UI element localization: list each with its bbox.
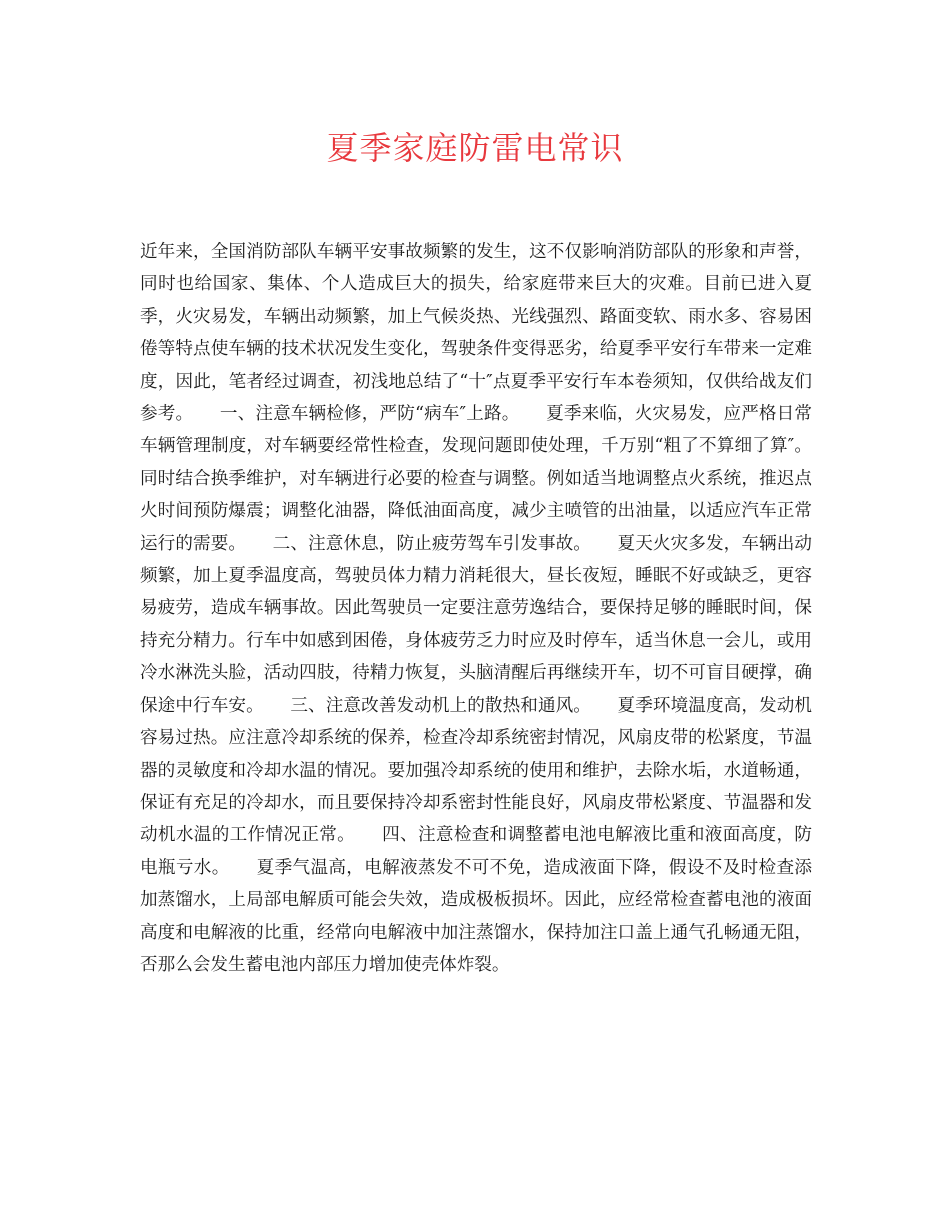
document-title: 夏季家庭防雷电常识: [326, 129, 624, 167]
document-body: 近年来，全国消防部队车辆平安事故频繁的发生，这不仅影响消防部队的形象和声誉，同时也给国家、集体、个人造成巨大的损失，给家庭带来巨大的灾难。目前已进入夏季，火灾易发，车辆出动频繁，加上气候炎热、光线强烈、路面变软、雨水多、容易困倦等特点使车辆的技术状况发生变化，驾驶条件变得恶劣，给夏季平安行车带来一定难度，因此，笔者经过调查，初浅地总结了“十″点夏季平安行车本卷须知，仅供给战友们参考。 一、注意车辆检修，严防“病车″上路。 夏季来临，火灾易发，应严格日常车辆管理制度，对车辆要经常性检查，发现问题即使处理，千万别“粗了不算细了算″。同时结合换季维护，对车辆进行必要的检查与调整。例如适当地调整点火系统，推迟点火时间预防爆震；调整化油器，降低油面高度，减少主喷管的出油量，以适应汽车正常运行的需要。 二、注意休息，防止疲劳驾车引发事故。 夏天火灾多发，车辆出动频繁，加上夏季温度高，驾驶员体力精力消耗很大，昼长夜短，睡眠不好或缺乏，更容易疲劳，造成车辆事故。因此驾驶员一定要注意劳逸结合，要保持足够的睡眠时间，保持充分精力。行车中如感到困倦，身体疲劳乏力时应及时停车，适当休息一会儿，或用冷水淋洗头脸，活动四肢，待精力恢复，头脑清醒后再继续开车，切不可盲目硬撑，确保途中行车安。 三、注意改善发动机上的散热和通风。 夏季环境温度高，发动机容易过热。应注意冷却系统的保养，检查冷却系统密封情况，风扇皮带的松紧度，节温器的灵敏度和冷却水温的情况。要加强冷却系统的使用和维护，去除水垢，水道畅通，保证有充足的冷却水，而且要保持冷却系密封性能良好，风扇皮带松紧度、节温器和发动机水温的工作情况正常。 四、注意检查和调整蓄电池电解液比重和液面高度，防电瓶亏水。 夏季气温高，电解液蒸发不可不免，造成液面下降，假设不及时检查添加蒸馏水，上局部电解质可能会失效，造成极板损坏。因此，应经常检查蓄电池的液面高度和电解液的比重，经常向电解液中加注蒸馏水，保持加注口盖上通气孔畅通无阻，否那么会发生蓄电池内部压力增加使壳体炸裂。: [140, 242, 812, 975]
